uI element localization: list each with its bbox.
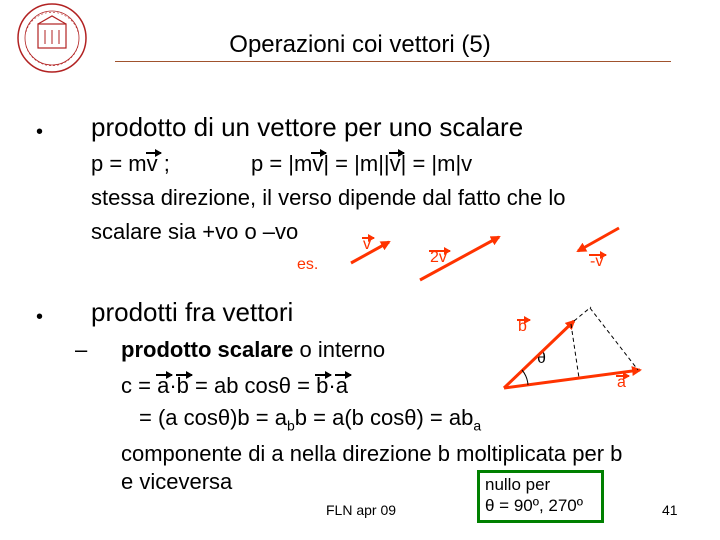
arrow-vector-2v	[420, 237, 499, 280]
slide-title: Operazioni coi vettori (5)	[229, 31, 491, 58]
formula-p-mv: p = mv ;	[91, 151, 170, 176]
label-vector-2v: 2v	[430, 249, 447, 266]
note-line-2: θ = 90º, 270º	[485, 496, 583, 515]
label-example: es.	[297, 256, 319, 273]
text-vice-versa: e viceversa	[121, 469, 233, 494]
label-vector-v: v	[363, 236, 371, 253]
formula-dot-product: c = a·b = ab cosθ = b·a	[121, 373, 348, 398]
bullet-marker: •	[36, 306, 44, 328]
text-same-direction: stessa direzione, il verso dipende dal fatto che lo	[91, 185, 566, 210]
section-heading-scalar-product: prodotto di un vettore per uno scalare	[91, 112, 524, 142]
sub-bullet-dash: –	[75, 337, 88, 362]
label-angle-theta: θ	[537, 350, 546, 367]
vector-v-symbol: v	[146, 151, 158, 176]
label-vector-minus-v: -v	[590, 253, 604, 270]
extension-line-b	[574, 307, 591, 321]
text-component: componente di a nella direzione b moltiplicata per b	[121, 441, 623, 466]
projection-line-b-on-a	[571, 324, 579, 378]
subheading-dot-product: prodotto scalare o interno	[121, 337, 386, 362]
angle-arc	[522, 370, 528, 385]
formula-projection: = (a $\cos\theta)b = a_bb = a(b$ $\cos\theta) = ab_a$	[139, 405, 482, 434]
footer-author: FLN apr 09	[326, 502, 397, 518]
label-vector-b: b	[518, 318, 527, 335]
formula-p-magnitude: p = |mv| = |m||v| = |m|v	[251, 151, 473, 176]
page-number: 41	[662, 502, 678, 518]
text-scalar-sign: scalare sia +vo o –vo	[91, 219, 299, 244]
section-heading-vector-products: prodotti fra vettori	[91, 297, 294, 327]
label-vector-a: a	[617, 374, 626, 391]
arrow-vector-v	[351, 242, 389, 263]
projection-line-a-on-b	[590, 308, 638, 370]
bullet-marker: •	[36, 121, 44, 143]
note-line-1: nullo per	[485, 475, 551, 494]
arrow-vector-minus-v	[578, 228, 619, 251]
arrow-vector-b	[504, 321, 574, 388]
